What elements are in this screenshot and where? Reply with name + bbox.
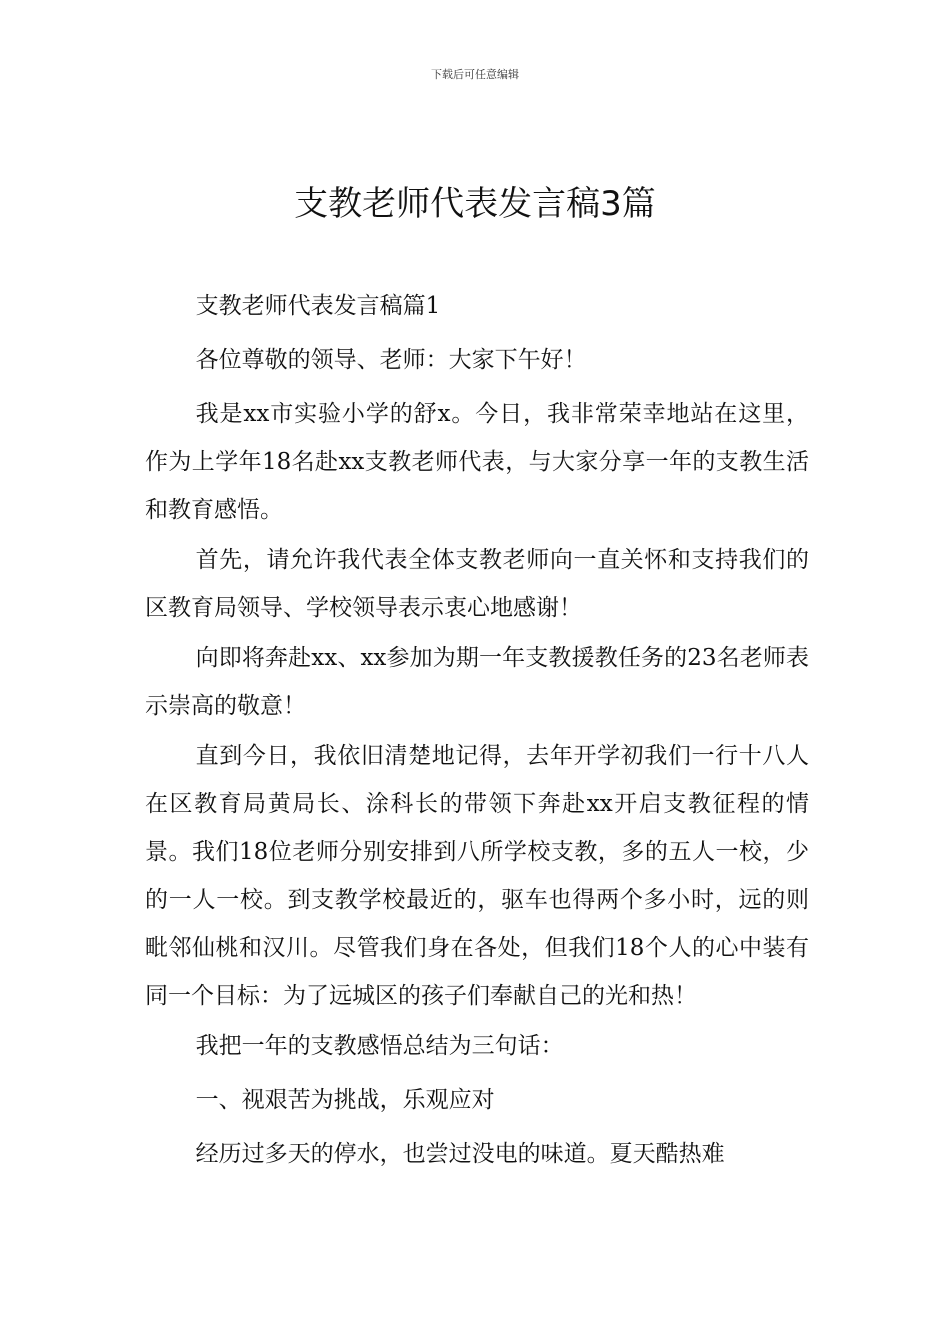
subsection-heading: 一、视艰苦为挑战，乐观应对 xyxy=(195,1087,495,1113)
body-paragraph: 我是xx市实验小学的舒x。今日，我非常荣幸地站在这里，作为上学年18名赴xx支教老师代表，与大家分享一年的支教生活和教育感悟。 xyxy=(145,401,809,523)
body-paragraph: 首先，请允许我代表全体支教老师向一直关怀和支持我们的区教育局领导、学校领导表示衷心地感谢！ xyxy=(145,547,809,621)
greeting-paragraph: 各位尊敬的领导、老师：大家下午好！ xyxy=(195,347,587,373)
body-paragraph: 向即将奔赴xx、xx参加为期一年支教援教任务的23名老师表示崇高的敬意！ xyxy=(145,645,809,719)
section-heading: 支教老师代表发言稿篇1 xyxy=(195,293,441,319)
document-body xyxy=(145,282,809,1180)
page-header-note: 下载后可任意编辑 xyxy=(431,68,519,81)
body-paragraph: 经历过多天的停水，也尝过没电的味道。夏天酷热难 xyxy=(195,1141,725,1167)
document-title: 支教老师代表发言稿3篇 xyxy=(294,184,656,224)
body-paragraph: 我把一年的支教感悟总结为三句话： xyxy=(195,1033,564,1059)
body-paragraph: 直到今日，我依旧清楚地记得，去年开学初我们一行十八人在区教育局黄局长、涂科长的带领下奔赴xx开启支教征程的情景。我们18位老师分别安排到八所学校支教，多的五人一校，少的一人一校。到支教学校最近的，驱车也得两个多小时，远的则毗邻仙桃和汉川。尽管我们身在各处，但我们18个人的心中装有同一个目标：为了远城区的孩子们奉献自己的光和热！ xyxy=(145,743,809,1009)
